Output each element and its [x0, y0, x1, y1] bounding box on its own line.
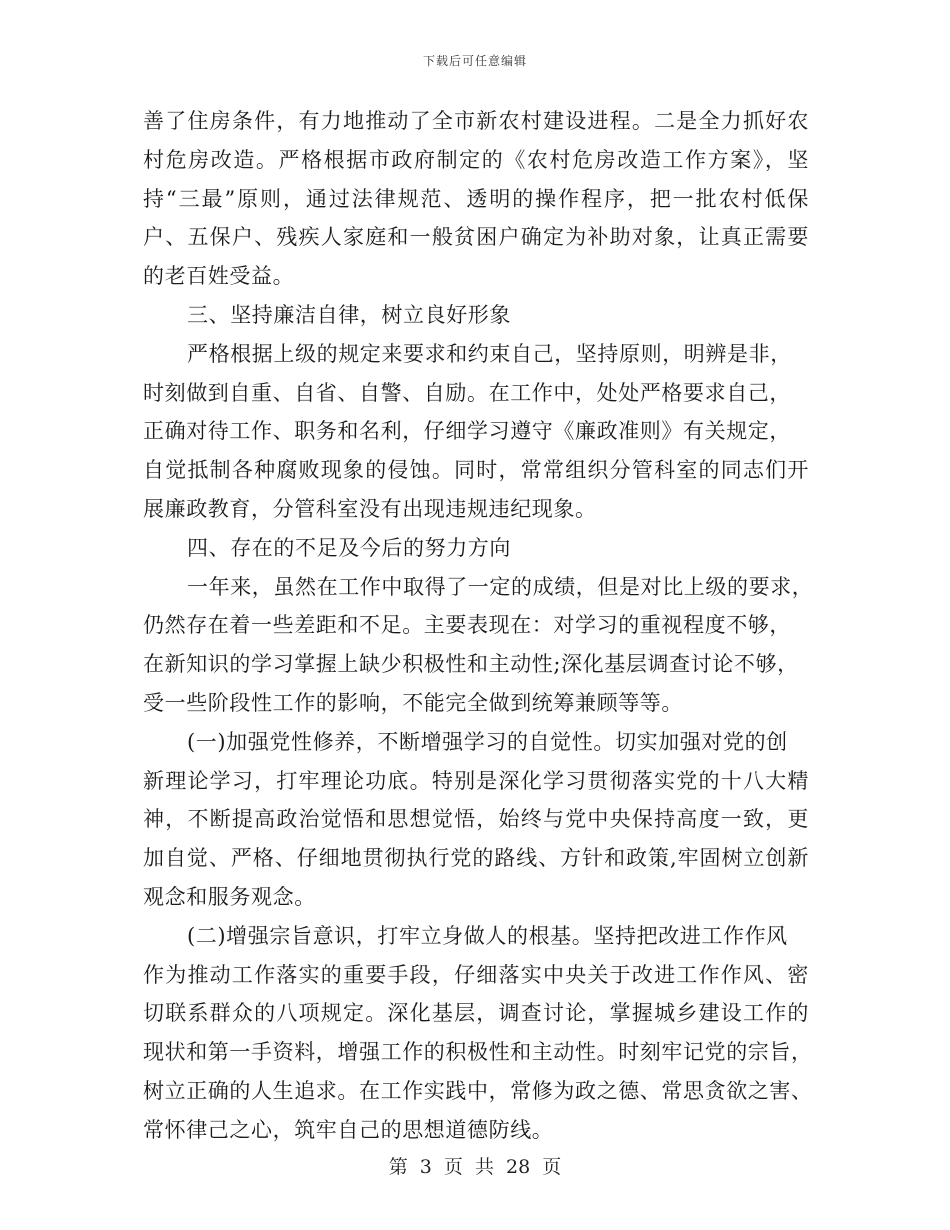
document-body — [143, 102, 814, 1150]
text-line: 新理论学习，打牢理论功底。特别是深化学习贯彻落实党的十八大精 — [143, 768, 809, 793]
text-line: 持“三最”原则，通过法律规范、透明的操作程序，把一批农村低保 — [143, 186, 809, 211]
text-line: (二)增强宗旨意识，打牢立身做人的根基。坚持把改进工作作风 — [187, 923, 788, 948]
text-line: 常怀律己之心，筑牢自己的思想道德防线。 — [143, 1117, 554, 1142]
text-line: 自觉抵制各种腐败现象的侵蚀。同时，常常组织分管科室的同志们开 — [143, 458, 809, 483]
text-line: 仍然存在着一些差距和不足。主要表现在：对学习的重视程度不够， — [143, 613, 791, 638]
text-line: 现状和第一手资料，增强工作的积极性和主动性。时刻牢记党的宗旨， — [143, 1040, 813, 1065]
text-line: 加自觉、严格、仔细地贯彻执行党的路线、方针和政策,牢固树立创新 — [143, 846, 809, 871]
text-line: 切联系群众的八项规定。深化基层，调查讨论，掌握城乡建设工作的 — [143, 1001, 809, 1026]
section-heading: 四、存在的不足及今后的努力方向 — [187, 535, 511, 560]
text-line: 神，不断提高政治觉悟和思想觉悟，始终与党中央保持高度一致，更 — [143, 807, 809, 832]
text-line: 的老百姓受益。 — [143, 264, 295, 289]
text-line: 严格根据上级的规定来要求和约束自己，坚持原则，明辨是非， — [187, 341, 792, 366]
text-line: 树立正确的人生追求。在工作实践中，常修为政之德、常思贪欲之害、 — [143, 1078, 813, 1103]
text-line: 时刻做到自重、自省、自警、自励。在工作中，处处严格要求自己， — [143, 380, 791, 405]
text-line: 一年来，虽然在工作中取得了一定的成绩，但是对比上级的要求， — [187, 574, 814, 599]
text-line: 作为推动工作落实的重要手段，仔细落实中央关于改进工作作风、密 — [143, 962, 809, 987]
text-line: 村危房改造。严格根据市政府制定的《农村危房改造工作方案》，坚 — [143, 147, 809, 172]
text-line: 户、五保户、残疾人家庭和一般贫困户确定为补助对象，让真正需要 — [143, 225, 809, 250]
section-heading: 三、坚持廉洁自律，树立良好形象 — [187, 302, 511, 327]
text-line: 展廉政教育，分管科室没有出现违规违纪现象。 — [143, 496, 597, 521]
text-line: 受一些阶段性工作的影响，不能完全做到统筹兼顾等等。 — [143, 690, 683, 715]
text-line: (一)加强党性修养，不断增强学习的自觉性。切实加强对党的创 — [187, 729, 788, 754]
text-line: 在新知识的学习掌握上缺少积极性和主动性;深化基层调查讨论不够， — [143, 652, 799, 677]
text-line: 正确对待工作、职务和名利，仔细学习遵守《廉政准则》有关规定， — [143, 419, 791, 444]
text-line: 观念和服务观念。 — [143, 884, 316, 909]
page-header-note: 下载后可任意编辑 — [422, 54, 527, 68]
page-number: 第 3 页 共 28 页 — [388, 1156, 562, 1178]
text-line: 善了住房条件，有力地推动了全市新农村建设进程。二是全力抓好农 — [143, 109, 809, 133]
